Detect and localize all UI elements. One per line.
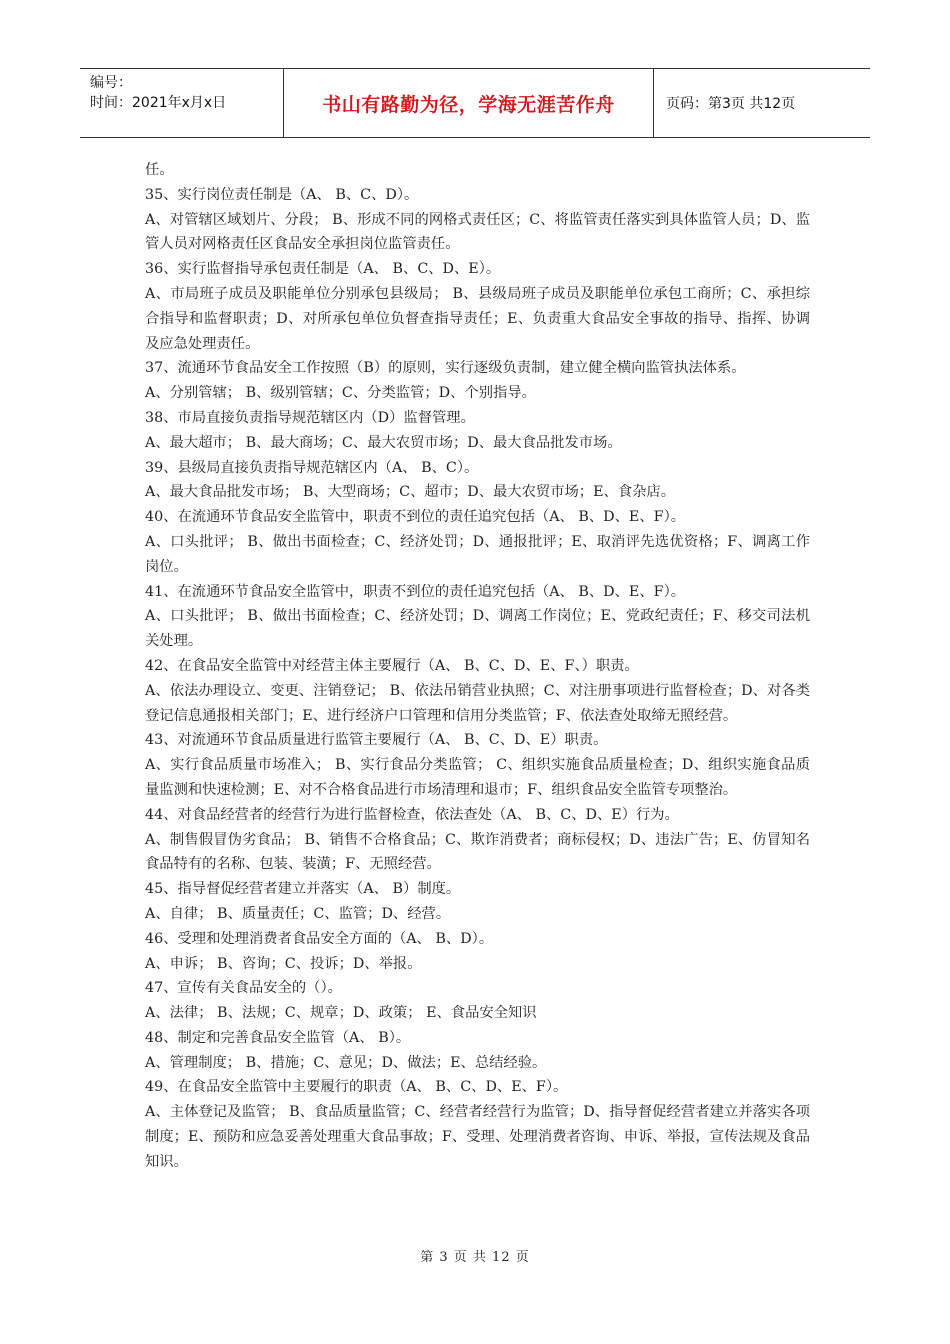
question-38: 38、市局直接负责指导规范辖区内（D）监督管理。 bbox=[145, 409, 475, 426]
question-39: 39、县级局直接负责指导规范辖区内（A、 B、C）。 bbox=[145, 459, 479, 476]
header-page-info: 页码：第3页 共12页 bbox=[666, 96, 796, 112]
question-49: 49、在食品安全监管中主要履行的职责（A、 B、C、D、E、F）。 bbox=[145, 1079, 568, 1096]
question-36: 36、实行监督指导承包责任制是（A、 B、C、D、E）。 bbox=[145, 261, 501, 278]
question-48: 48、制定和完善食品安全监管（A、 B）。 bbox=[145, 1029, 411, 1046]
options-41: A、口头批评； B、做出书面检查；C、经济处罚；D、调离工作岗位；E、党政纪责任；F、移交司法机关处理。 bbox=[145, 608, 810, 650]
question-37: 37、流通环节食品安全工作按照（B）的原则，实行逐级负责制，建立健全横向监管执法体系。 bbox=[145, 360, 746, 377]
options-35: A、对管辖区域划片、分段； B、形成不同的网格式责任区；C、将监管责任落实到具体监管人员；D、监管人员对网格责任区食品安全承担岗位监管责任。 bbox=[145, 211, 810, 253]
question-35: 35、实行岗位责任制是（A、 B、C、D）。 bbox=[145, 186, 419, 203]
time-label: 时间：2021年x月x日 bbox=[90, 95, 227, 111]
options-38: A、最大超市； B、最大商场；C、最大农贸市场；D、最大食品批发市场。 bbox=[145, 434, 622, 451]
options-46: A、申诉； B、咨询；C、投诉；D、举报。 bbox=[145, 955, 422, 972]
text-line: 任。 bbox=[145, 162, 174, 178]
options-43: A、实行食品质量市场准入； B、实行食品分类监管； C、组织实施食品质量检查；D、组织实施食品质量监测和快速检测；E、对不合格食品进行市场清理和退市；F、组织食品安全监管专项整治。 bbox=[145, 757, 810, 798]
question-42: 42、在食品安全监管中对经营主体主要履行（A、 B、C、D、E、F、）职责。 bbox=[145, 657, 639, 674]
options-44: A、制售假冒伪劣食品； B、销售不合格食品；C、欺诈消费者；商标侵权；D、违法广告；E、仿冒知名食品特有的名称、包装、装潢；F、无照经营。 bbox=[145, 831, 810, 873]
options-47: A、法律； B、法规；C、规章；D、政策； E、食品安全知识 bbox=[145, 1005, 537, 1022]
options-45: A、自律； B、质量责任；C、监管；D、经营。 bbox=[145, 905, 451, 922]
options-40: A、口头批评； B、做出书面检查；C、经济处罚；D、通报批评；E、取消评先选优资格；F、调离工作岗位。 bbox=[145, 533, 810, 575]
number-label: 编号： bbox=[90, 75, 132, 91]
question-46: 46、受理和处理消费者食品安全方面的（A、 B、D）。 bbox=[145, 930, 494, 947]
header-meta bbox=[80, 69, 284, 137]
question-41: 41、在流通环节食品安全监管中，职责不到位的责任追究包括（A、 B、D、E、F）。 bbox=[145, 583, 686, 600]
question-44: 44、对食品经营者的经营行为进行监督检查，依法查处（A、 B、C、D、E）行为。 bbox=[145, 806, 679, 823]
options-48: A、管理制度； B、措施；C、意见；D、做法；E、总结经验。 bbox=[145, 1054, 547, 1071]
options-49: A、主体登记及监管； B、食品质量监管；C、经营者经营行为监管；D、指导督促经营者建立并落实各项制度；E、预防和应急妥善处理重大食品事故；F、受理、处理消费者咨询、申诉、举报，宣传法规及食品知识。 bbox=[145, 1104, 810, 1170]
options-37: A、分别管辖； B、级别管辖；C、分类监管；D、个别指导。 bbox=[145, 385, 536, 402]
question-47: 47、宣传有关食品安全的（）。 bbox=[145, 980, 342, 997]
header-motto: 书山有路勤为径，学海无涯苦作舟 bbox=[284, 69, 654, 137]
document-body bbox=[145, 158, 810, 1175]
question-40: 40、在流通环节食品安全监管中，职责不到位的责任追究包括（A、 B、D、E、F）。 bbox=[145, 509, 686, 526]
page-header bbox=[80, 68, 870, 138]
question-45: 45、指导督促经营者建立并落实（A、 B）制度。 bbox=[145, 881, 461, 898]
question-43: 43、对流通环节食品质量进行监管主要履行（A、 B、C、D、E）职责。 bbox=[145, 732, 608, 749]
options-39: A、最大食品批发市场； B、大型商场；C、超市；D、最大农贸市场；E、食杂店。 bbox=[145, 484, 676, 501]
page-footer: 第 3 页 共 12 页 bbox=[420, 1250, 530, 1265]
options-42: A、依法办理设立、变更、注销登记； B、依法吊销营业执照；C、对注册事项进行监督检查；D、对各类登记信息通报相关部门；E、进行经济户口管理和信用分类监管；F、依法查处取缔无照经营。 bbox=[145, 682, 810, 724]
options-36: A、市局班子成员及职能单位分别承包县级局； B、县级局班子成员及职能单位承包工商所；C、承担综合指导和监督职责；D、对所承包单位负督查指导责任；E、负责重大食品安全事故的指导、指挥、协调及应急处理责任。 bbox=[145, 285, 810, 352]
